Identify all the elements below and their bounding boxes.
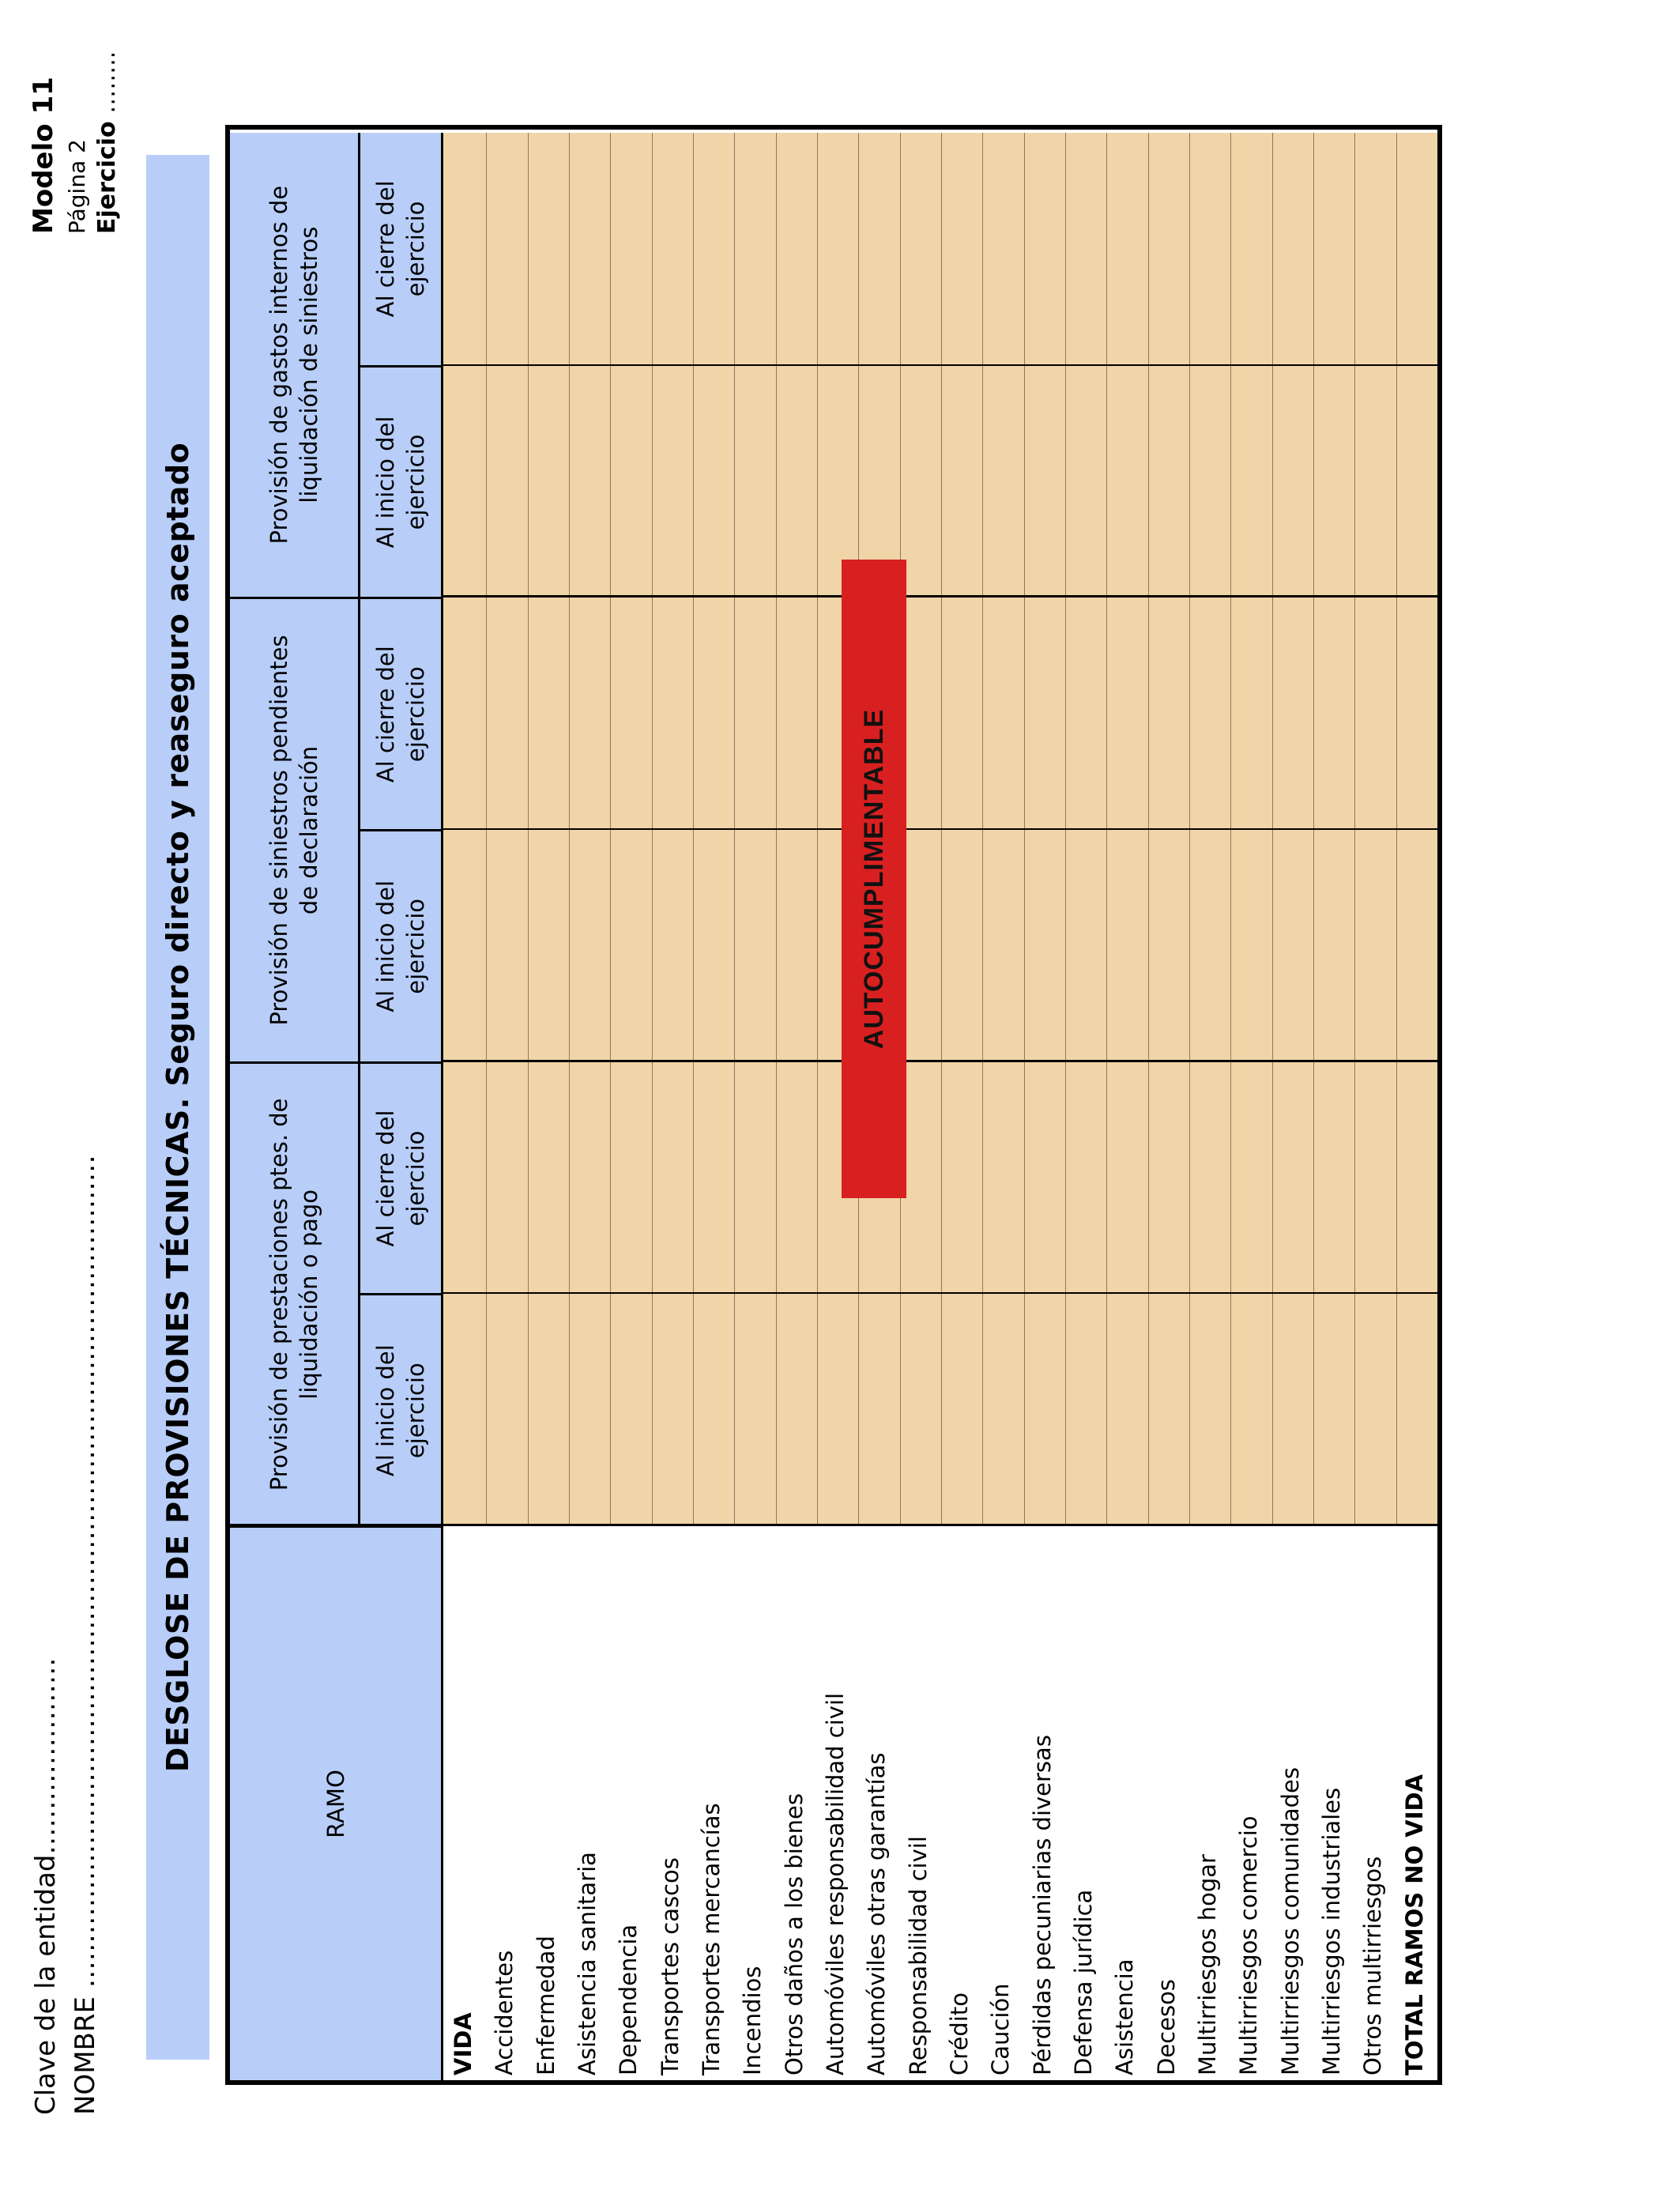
group-header-2: Provisión de siniestros pendientes de declaración: [230, 597, 360, 1061]
row-label: Crédito: [946, 1992, 973, 2075]
clave-entidad-label: Clave de la entidad………………….: [30, 1657, 62, 2115]
row-label: Automóviles responsabilidad civil: [822, 1692, 849, 2075]
group-header-3: Provisión de gastos internos de liquidación de siniestros: [230, 133, 360, 597]
column-divider: [443, 828, 1437, 830]
provisions-table: [225, 125, 1442, 2085]
autocumplimentable-stamp: AUTOCUMPLIMENTABLE: [842, 560, 906, 1198]
row-label: Caución: [987, 1983, 1015, 2075]
row-label: Otros multirriesgos: [1359, 1856, 1387, 2075]
row-label: Transportes mercancías: [698, 1803, 725, 2075]
subheader-2-1: Al inicio del ejercicio: [360, 829, 443, 1061]
row-label: Enfermedad: [532, 1936, 559, 2075]
row-label: Decesos: [1152, 1979, 1180, 2075]
column-divider: [443, 1292, 1437, 1294]
row-label: Multirriesgos comunidades: [1276, 1767, 1304, 2075]
row-label: Defensa jurídica: [1070, 1889, 1097, 2075]
page-title: DESGLOSE DE PROVISIONES TÉCNICAS. Seguro directo y reaseguro aceptado: [160, 442, 195, 1773]
row-label: Transportes cascos: [656, 1857, 684, 2075]
row-label: Incendios: [739, 1966, 767, 2075]
row-label: Otros daños a los bienes: [780, 1793, 808, 2075]
column-divider: [443, 1060, 1437, 1062]
subheader-2-2: Al cierre del ejercicio: [360, 597, 443, 829]
modelo-number: Modelo 11: [28, 77, 59, 234]
row-label: Responsabilidad civil: [904, 1836, 932, 2075]
row-label: Asistencia sanitaria: [574, 1852, 601, 2075]
row-label: TOTAL RAMOS NO VIDA: [1400, 1774, 1428, 2075]
column-divider: [443, 595, 1437, 598]
page-number: Página 2: [64, 139, 90, 234]
subheader-1-2: Al cierre del ejercicio: [360, 1061, 443, 1294]
row-label: VIDA: [450, 2012, 477, 2075]
row-label: Asistencia: [1111, 1958, 1139, 2075]
title-band: [146, 155, 209, 2060]
subheader-3-1: Al inicio del ejercicio: [360, 365, 443, 598]
model-info: [28, 51, 121, 234]
row-label: Accidentes: [491, 1950, 518, 2075]
ejercicio-dots: ……..: [93, 51, 121, 122]
row-label: Multirriesgos hogar: [1194, 1854, 1221, 2075]
ejercicio-title: Ejercicio: [93, 121, 121, 234]
row-label: Pérdidas pecuniarias diversas: [1028, 1735, 1056, 2075]
row-label: Multirriesgos comercio: [1235, 1815, 1263, 2075]
row-label: Automóviles otras garantías: [863, 1752, 891, 2075]
row-label: Dependencia: [615, 1924, 642, 2075]
ramo-divider: [230, 1524, 1437, 1526]
subheader-3-2: Al cierre del ejercicio: [360, 133, 443, 365]
group-header-1: Provisión de prestaciones ptes. de liquidación o pago: [230, 1061, 360, 1525]
nombre-label: NOMBRE …………………………………………………………………………………: [70, 1155, 101, 2115]
column-divider: [443, 364, 1437, 366]
subheader-1-1: Al inicio del ejercicio: [360, 1293, 443, 1525]
ramo-header: RAMO: [230, 1525, 443, 2080]
ejercicio-label: [93, 51, 121, 234]
row-label: Multirriesgos industriales: [1318, 1787, 1345, 2075]
